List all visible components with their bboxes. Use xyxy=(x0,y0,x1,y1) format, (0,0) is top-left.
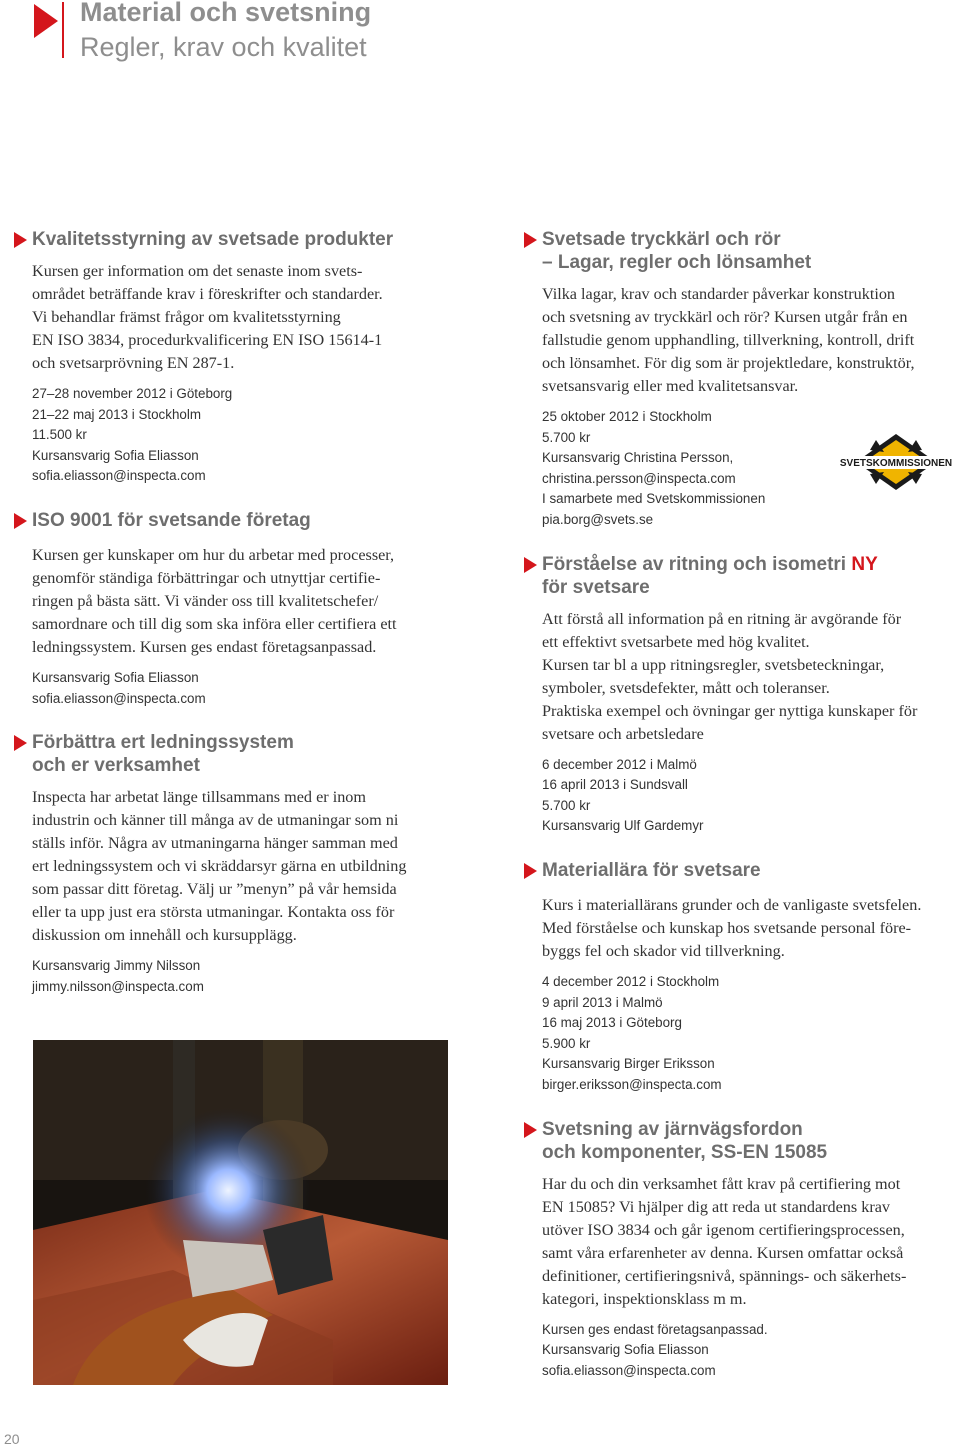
course-contact: Kursansvarig Birger Eriksson xyxy=(542,1056,715,1072)
course-section xyxy=(14,228,454,487)
course-contact: Kursansvarig Ulf Gardemyr xyxy=(542,818,704,834)
course-description: Inspecta har arbetat länge tillsammans med er inom industrin och känner till många av de utmaningar som ni ställs inför. Några av utmaningarna hänger samman med ert ledningssystem och vi skräddarsyr gärna en utbildning som passar ditt företag. Välj ur ”menyn” på vår hemsida eller ta upp just era största utmaningar. Kontakta oss för diskussion om innehåll och kursupplägg. xyxy=(32,788,407,945)
course-email: christina.persson@inspecta.com xyxy=(542,470,736,486)
course-info xyxy=(32,384,454,487)
course-section xyxy=(14,509,454,709)
header-divider xyxy=(62,2,64,58)
arrow-icon xyxy=(524,1122,537,1138)
new-badge: NY xyxy=(851,553,878,575)
course-date: 25 oktober 2012 i Stockholm xyxy=(542,409,712,424)
course-title: Svetsning av järnvägsfordon och komponenter, SS-EN 15085 xyxy=(542,1118,960,1164)
course-description: Kursen ger information om det senaste inom svets- området beträffande krav i föreskrifter och standarder. Vi behandlar främst frågor om kvalitetsstyrning EN ISO 3834, procedurkvalificering EN ISO 15614-1 och svetsarprövning EN 287-1. xyxy=(32,262,383,372)
course-info xyxy=(542,1320,960,1382)
course-email: sofia.eliasson@inspecta.com xyxy=(542,1362,716,1378)
course-date: 4 december 2012 i Stockholm xyxy=(542,973,720,989)
course-price: 5.900 kr xyxy=(542,1035,591,1051)
course-email: sofia.eliasson@inspecta.com xyxy=(32,690,206,706)
course-contact: Kursansvarig Sofia Eliasson xyxy=(32,669,199,685)
course-section xyxy=(524,553,960,837)
right-column xyxy=(524,228,960,1381)
course-price: 11.500 kr xyxy=(32,427,87,443)
course-contact: Kursansvarig Sofia Eliasson xyxy=(542,1342,709,1358)
course-email: pia.borg@svets.se xyxy=(542,511,654,527)
course-title: Kvalitetsstyrning av svetsade produkter xyxy=(32,228,454,251)
course-contact: Kursansvarig Christina Persson, xyxy=(542,450,734,466)
course-description: Kurs i materiallärans grunder och de vanligaste svetsfelen. Med förståelse och kunskap hos svetsande personal före- byggs fel och skador vid tillverkning. xyxy=(542,895,922,960)
arrow-icon xyxy=(524,232,537,248)
arrow-icon xyxy=(524,557,537,573)
course-date: 27–28 november 2012 i Göteborg xyxy=(32,386,233,401)
course-section xyxy=(524,1118,960,1382)
arrow-icon xyxy=(524,863,537,879)
course-info xyxy=(32,956,454,997)
course-description: Har du och din verksamhet fått krav på certifiering mot EN 15085? Vi hjälper dig att reda ut standardens krav utöver ISO 3834 och går igenom certifieringsprocessen, samt våra erfarenheter av denna. Kursen omfattar också definitioner, certifieringsnivå, spännings- och säkerhets- kategori, inspektionsklass m m. xyxy=(542,1174,907,1308)
course-email: birger.eriksson@inspecta.com xyxy=(542,1076,722,1092)
course-title: ISO 9001 för svetsande företag xyxy=(32,509,454,532)
course-description: Vilka lagar, krav och standarder påverkar konstruktion och svetsning av tryckkärl och rör? Kursen utgår från en fallstudie genom upphandling, tillverkning, kontroll, drift och lönsamhet. För dig som är projektledare, konstruktör, svetsansvarig eller med kvalitetsansvar. xyxy=(542,285,915,395)
course-date: 9 april 2013 i Malmö xyxy=(542,994,663,1010)
logo-text: SVETSKOMMISSIONEN xyxy=(839,458,953,469)
course-date: 21–22 maj 2013 i Stockholm xyxy=(32,406,201,422)
course-info xyxy=(542,755,960,837)
course-contact: Kursansvarig Sofia Eliasson xyxy=(32,447,199,463)
course-contact: Kursansvarig Jimmy Nilsson xyxy=(32,958,201,974)
course-info xyxy=(32,668,454,709)
course-date: 16 maj 2013 i Göteborg xyxy=(542,1015,682,1031)
arrow-icon xyxy=(14,513,27,529)
course-note: Kursen ges endast företagsanpassad. xyxy=(542,1321,768,1337)
svetskommissionen-logo xyxy=(832,432,960,492)
course-email: jimmy.nilsson@inspecta.com xyxy=(32,978,204,994)
course-description: Att förstå all information på en ritning är avgörande för ett effektivt svetsarbete med hög kvalitet. Kursen tar bl a upp ritningsregler, svetsbeteckningar, symboler, svetsdefekter, mått och toleranser. Praktiska exempel och övningar ger nyttiga kunskaper för svetsare och arbetsledare xyxy=(542,609,918,743)
welding-photo xyxy=(33,1040,448,1385)
course-price: 5.700 kr xyxy=(542,429,591,445)
course-title: Förbättra ert ledningssystem och er verksamhet xyxy=(32,731,454,777)
course-title: Svetsade tryckkärl och rör – Lagar, regler och lönsamhet xyxy=(542,228,960,274)
page-subtitle: Regler, krav och kvalitet xyxy=(80,32,367,62)
left-column xyxy=(14,228,454,997)
course-price: 5.700 kr xyxy=(542,797,591,813)
arrow-icon xyxy=(14,232,27,248)
course-section xyxy=(524,859,960,1096)
course-email: sofia.eliasson@inspecta.com xyxy=(32,468,206,484)
arrow-icon xyxy=(14,735,27,751)
course-title: Materiallära för svetsare xyxy=(542,859,960,882)
course-info xyxy=(542,972,960,1096)
course-description: Kursen ger kunskaper om hur du arbetar med processer, genomför ständiga förbättringar och utnyttjar certifie- ringen på bästa sätt. Vi vänder oss till kvalitetschefer/ samordnare och till dig som ska införa eller certifiera ett ledningssystem. Kursen ges endast företagsanpassad. xyxy=(32,545,397,656)
course-title: Förståelse av ritning och isometri NY för svetsare xyxy=(542,553,960,599)
header-arrow-icon xyxy=(34,4,58,38)
course-date: 16 april 2013 i Sundsvall xyxy=(542,777,688,793)
course-partner: I samarbete med Svetskommissionen xyxy=(542,491,766,507)
page-number: 20 xyxy=(4,1431,20,1447)
course-section xyxy=(14,731,454,997)
page-title: Material och svetsning xyxy=(80,0,372,27)
course-date: 6 december 2012 i Malmö xyxy=(542,756,697,772)
